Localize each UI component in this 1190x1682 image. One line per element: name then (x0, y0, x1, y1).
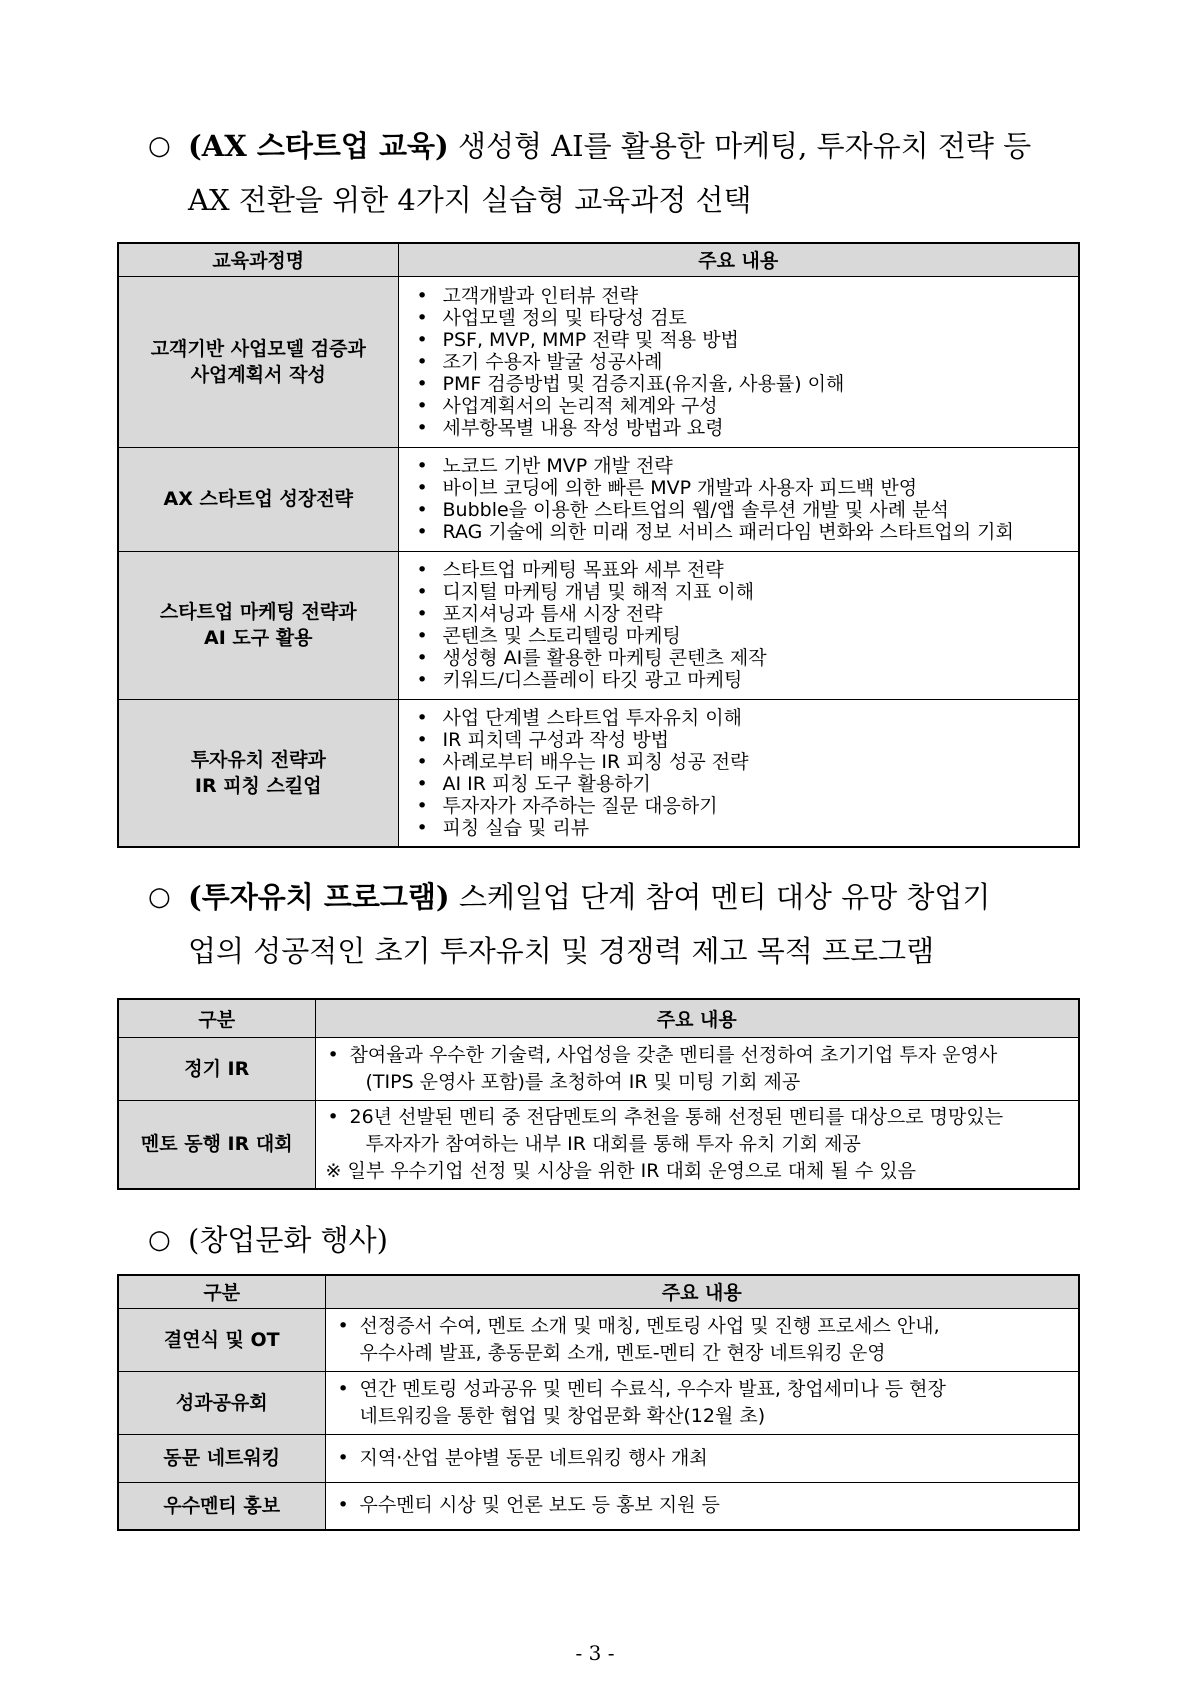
table-row (118, 1371, 1079, 1434)
bullet-dot: • (337, 1314, 349, 1337)
content-list (399, 555, 1079, 695)
investment-program-table (117, 998, 1080, 1190)
table-row (118, 1434, 1079, 1482)
category-cell: 멘토 동행 IR 대회 (118, 1100, 315, 1189)
note-text: ※ 일부 우수기업 선정 및 시상을 위한 IR 대회 운영으로 대체 될 수 있음 (325, 1159, 916, 1182)
page-number: - 3 - (575, 1641, 615, 1665)
circle-bullet-icon: ○ (148, 882, 171, 912)
section-description-line2: AX 전환을 위한 4가지 실습형 교육과정 선택 (188, 183, 752, 217)
table-row (118, 1482, 1079, 1530)
content-cell (325, 1308, 1079, 1371)
list-item: • 조기 수용자 발굴 성공사례 (415, 351, 1079, 373)
list-item: • RAG 기술에 의한 미래 정보 서비스 패러다임 변화와 스타트업의 기회 (415, 521, 1079, 543)
header-main-content: 주요 내용 (398, 243, 1079, 276)
list-item: • PSF, MVP, MMP 전략 및 적용 방법 (415, 329, 1079, 351)
section-heading-investment-program (148, 869, 1088, 981)
course-content-cell (398, 276, 1079, 447)
table-header-row (118, 999, 1079, 1037)
content-cell (325, 1371, 1079, 1434)
list-item: • 노코드 기반 MVP 개발 전략 (415, 455, 1079, 477)
list-item: • PMF 검증방법 및 검증지표(유지율, 사용률) 이해 (415, 373, 1079, 395)
list-item: • AI IR 피칭 도구 활용하기 (415, 773, 1079, 795)
category-cell: 동문 네트워킹 (118, 1434, 325, 1482)
table-header-row (118, 1275, 1079, 1308)
table-row (118, 1037, 1079, 1100)
list-item: • 콘텐츠 및 스토리텔링 마케팅 (415, 625, 1079, 647)
category-cell: 우수멘티 홍보 (118, 1482, 325, 1530)
section-title: (창업문화 행사) (188, 1223, 388, 1257)
table-row (118, 1308, 1079, 1371)
content-list (399, 281, 1079, 443)
list-item: • 사례로부터 배우는 IR 피칭 성공 전략 (415, 751, 1079, 773)
bullet-dot: • (337, 1494, 349, 1517)
header-category: 구분 (118, 1275, 325, 1308)
bullet-dot: • (327, 1105, 339, 1128)
list-item: • 디지털 마케팅 개념 및 해적 지표 이해 (415, 581, 1079, 603)
category-cell: 성과공유회 (118, 1371, 325, 1434)
list-item: • 사업 단계별 스타트업 투자유치 이해 (415, 707, 1079, 729)
course-name-cell: 투자유치 전략과 IR 피칭 스킬업 (118, 699, 398, 847)
content-cell (325, 1482, 1079, 1530)
header-category: 구분 (118, 999, 315, 1037)
circle-bullet-icon: ○ (148, 1225, 171, 1255)
table-row (118, 447, 1079, 551)
list-item: • 사업계획서의 논리적 체계와 구성 (415, 395, 1079, 417)
section-heading-ax-education (148, 118, 1088, 230)
list-item: • 피칭 실습 및 리뷰 (415, 817, 1079, 839)
course-name-cell: 고객기반 사업모델 검증과 사업계획서 작성 (118, 276, 398, 447)
course-content-cell (398, 551, 1079, 699)
content-paragraph: • 선정증서 수여, 멘토 소개 및 매칭, 멘토링 사업 및 진행 프로세스 안내, 우수사례 발표, 총동문회 소개, 멘토-멘티 간 현장 네트워킹 운영 (337, 1314, 940, 1364)
list-item: • 고객개발과 인터뷰 전략 (415, 285, 1079, 307)
list-item: • 세부항목별 내용 작성 방법과 요령 (415, 417, 1079, 439)
culture-event-table (117, 1274, 1080, 1531)
table-header-row (118, 243, 1079, 276)
bullet-dot: • (337, 1446, 349, 1469)
list-item: • 투자자가 자주하는 질문 대응하기 (415, 795, 1079, 817)
content-list (399, 451, 1079, 547)
bullet-dot: • (337, 1377, 349, 1400)
list-item: • 생성형 AI를 활용한 마케팅 콘텐츠 제작 (415, 647, 1079, 669)
content-paragraph: • 연간 멘토링 성과공유 및 멘티 수료식, 우수자 발표, 창업세미나 등 현장 네트워킹을 통한 협업 및 창업문화 확산(12월 초) (337, 1377, 946, 1427)
header-course-name: 교육과정명 (118, 243, 398, 276)
section-description: 스케일업 단계 참여 멘티 대상 유망 창업기 (449, 880, 991, 914)
content-cell (315, 1100, 1079, 1189)
course-content-cell (398, 699, 1079, 847)
table-row (118, 1100, 1079, 1189)
category-cell: 정기 IR (118, 1037, 315, 1100)
section-heading-startup-culture (148, 1212, 1088, 1269)
content-paragraph: • 우수멘티 시상 및 언론 보도 등 홍보 지원 등 (336, 1492, 1079, 1519)
course-content-cell (398, 447, 1079, 551)
header-main-content: 주요 내용 (325, 1275, 1079, 1308)
content-cell (325, 1434, 1079, 1482)
table-row (118, 276, 1079, 447)
course-table (117, 242, 1080, 848)
bullet-dot: • (327, 1043, 339, 1066)
table-row (118, 551, 1079, 699)
course-name-cell: 스타트업 마케팅 전략과 AI 도구 활용 (118, 551, 398, 699)
category-cell: 결연식 및 OT (118, 1308, 325, 1371)
section-title: (투자유치 프로그램) (188, 880, 450, 914)
content-cell (315, 1037, 1079, 1100)
list-item: • 바이브 코딩에 의한 빠른 MVP 개발과 사용자 피드백 반영 (415, 477, 1079, 499)
section-title: (AX 스타트업 교육) (188, 129, 449, 163)
course-name-cell: AX 스타트업 성장전략 (118, 447, 398, 551)
list-item: • 키워드/디스플레이 타깃 광고 마케팅 (415, 669, 1079, 691)
table-row (118, 699, 1079, 847)
content-paragraph: • 지역·산업 분야별 동문 네트워킹 행사 개최 (336, 1445, 1079, 1472)
list-item: • 포지셔닝과 틈새 시장 전략 (415, 603, 1079, 625)
list-item: • IR 피치덱 구성과 작성 방법 (415, 729, 1079, 751)
circle-bullet-icon: ○ (148, 131, 171, 161)
section-description-line2: 업의 성공적인 초기 투자유치 및 경쟁력 제고 목적 프로그램 (188, 934, 935, 968)
list-item: • 사업모델 정의 및 타당성 검토 (415, 307, 1079, 329)
list-item: • 스타트업 마케팅 목표와 세부 전략 (415, 559, 1079, 581)
section-description: 생성형 AI를 활용한 마케팅, 투자유치 전략 등 (448, 129, 1032, 163)
list-item: • Bubble을 이용한 스타트업의 웹/앱 솔루션 개발 및 사례 분석 (415, 499, 1079, 521)
content-paragraph: • 참여율과 우수한 기술력, 사업성을 갖춘 멘티를 선정하여 초기기업 투자 운영사 (TIPS 운영사 포함)를 초청하여 IR 및 미팅 기회 제공 (327, 1043, 998, 1093)
content-paragraph: • 26년 선발된 멘티 중 전담멘토의 추천을 통해 선정된 멘티를 대상으로 명망있는 투자자가 참여하는 내부 IR 대회를 통해 투자 유치 기회 제공 (327, 1105, 1004, 1155)
content-list (399, 703, 1079, 843)
header-main-content: 주요 내용 (315, 999, 1079, 1037)
